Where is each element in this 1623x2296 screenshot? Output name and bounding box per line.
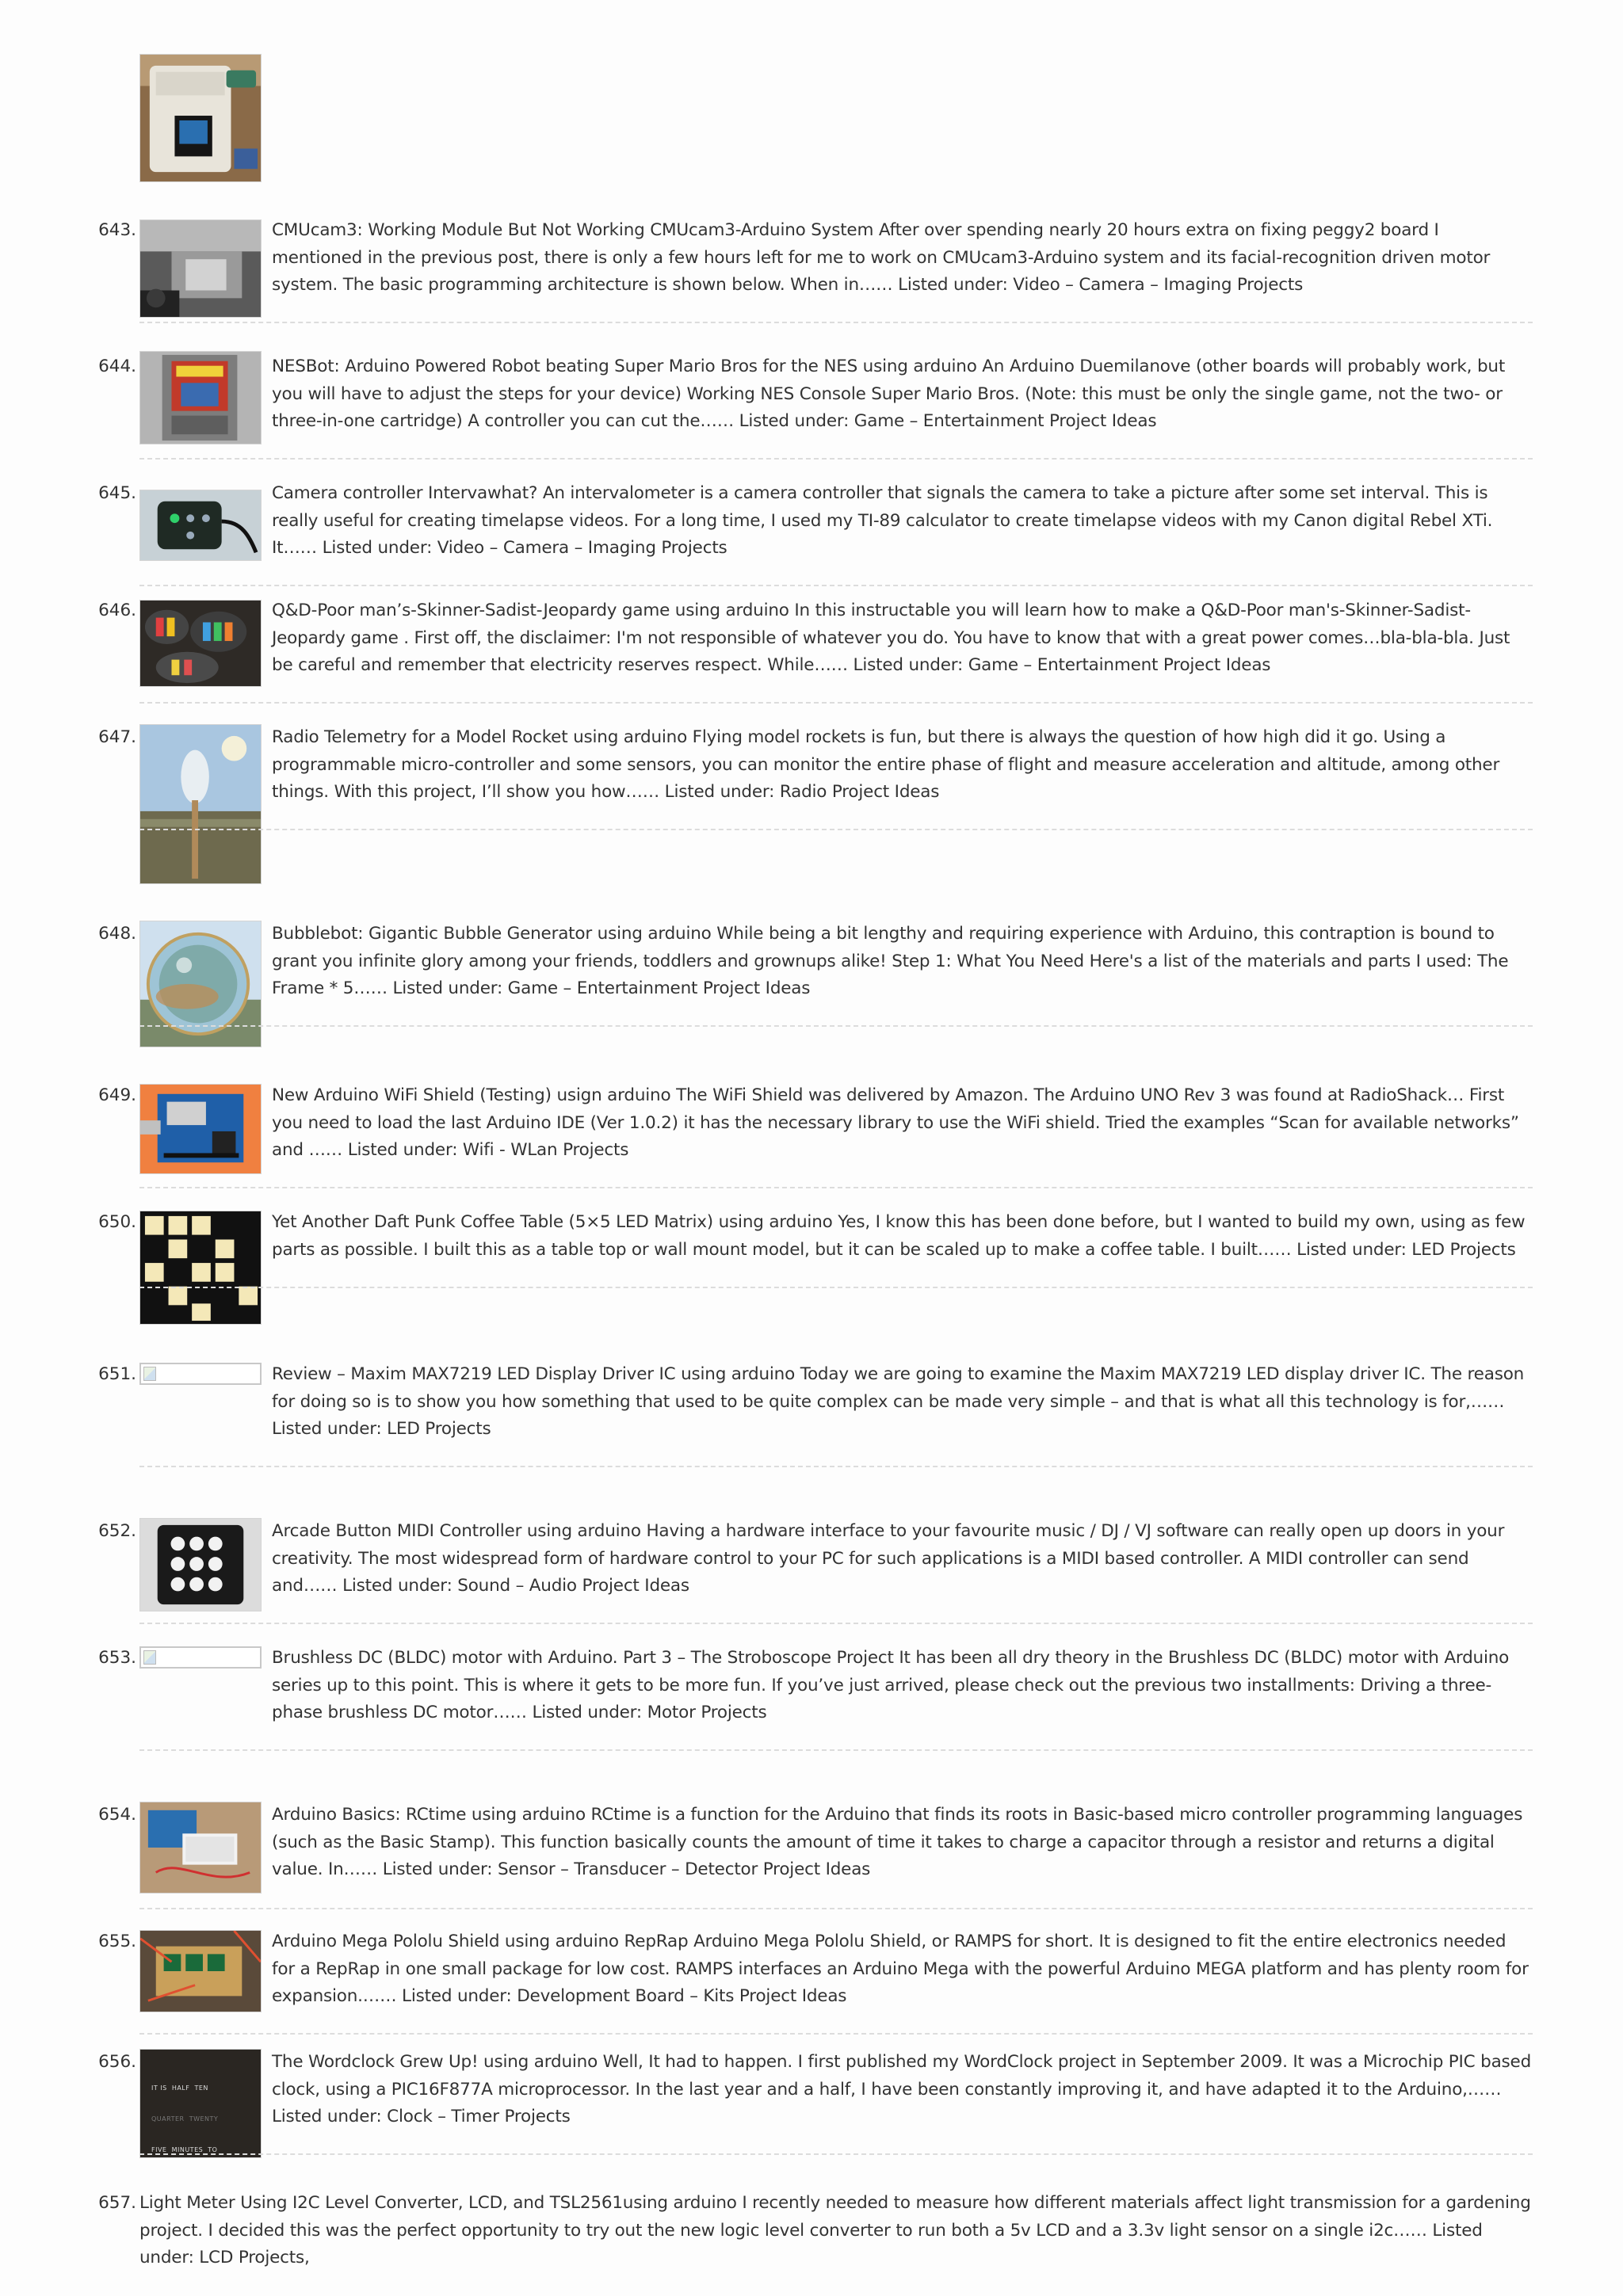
item-number: 648.	[98, 924, 136, 944]
item-number: 651.	[98, 1364, 136, 1384]
item-description[interactable]: CMUcam3: Working Module But Not Working CMUcam3-Arduino System After over spending nearly 20 hours extra on fixing peggy2 board I mentioned in the previous post, there is only a few hours left for me to work on CMUcam3-Arduino system and its facial-recognition driven motor system. The basic programming architecture is shown below. When in…… Listed under: Video – Camera – Imaging Projects	[272, 220, 1491, 295]
item-number: 644.	[98, 357, 136, 376]
buzzers-thumbnail[interactable]	[139, 600, 262, 687]
item-separator	[139, 2153, 1533, 2155]
item-separator	[139, 1187, 1533, 1188]
item-description[interactable]: Q&D-Poor man’s-Skinner-Sadist-Jeopardy game using arduino In this instructable you will learn how to make a Q&D-Poor man's-Skinner-Sadist-Jeopardy game . First off, the disclaimer: I'm not responsible of whatever you do. You have to know that with a great power comes…bla-bla-bla. Just be careful and remember that electricity reserves respect. While…… Listed under: Game – Entertainment Project Ideas	[272, 601, 1510, 675]
item-separator	[139, 1749, 1533, 1751]
wordclock-face	[151, 2062, 251, 2158]
led-matrix-thumbnail[interactable]	[139, 1211, 262, 1325]
camera-controller-thumbnail[interactable]	[139, 490, 262, 561]
item-number: 652.	[98, 1521, 136, 1541]
item-separator	[139, 585, 1533, 586]
wordclock-line: IT IS HALF TEN	[151, 2084, 208, 2092]
item-separator	[139, 1466, 1533, 1467]
item-number: 656.	[98, 2052, 136, 2072]
wifi-shield-thumbnail[interactable]	[139, 1084, 262, 1174]
wordclock-thumbnail[interactable]	[139, 2049, 262, 2158]
rocket-thumbnail[interactable]	[139, 724, 262, 884]
item-number: 643.	[98, 220, 136, 240]
item-number: 649.	[98, 1085, 136, 1105]
item-separator	[139, 322, 1533, 323]
item-number: 645.	[98, 483, 136, 503]
item-separator	[139, 1623, 1533, 1624]
midi-controller-thumbnail[interactable]	[139, 1518, 262, 1611]
pololu-shield-thumbnail[interactable]	[139, 1930, 262, 2012]
item-description[interactable]: NESBot: Arduino Powered Robot beating Super Mario Bros for the NES using arduino An Arduino Duemilanove (other boards will probably work, but you will have to adjust the steps for your device) Working NES Console Super Mario Bros. (Note: this must be only the single game, not the two- or three-in-one cartridge) A controller you can cut the…… Listed under: Game – Entertainment Project Ideas	[272, 357, 1506, 431]
item-description[interactable]: Arduino Mega Pololu Shield using arduino RepRap Arduino Mega Pololu Shield, or RAMPS for short. It is designed to fit the entire electronics needed for a RepRap in one small package for low cost. RAMPS interfaces an Arduino Mega with the powerful Arduino MEGA platform and has plenty room for expansion.…… Listed under: Development Board – Kits Project Ideas	[272, 1932, 1529, 2006]
item-description[interactable]: Light Meter Using I2C Level Converter, LCD, and TSL2561using arduino I recently needed to measure how different materials affect light transmission for a gardening project. I decided this was the perfect opportunity to try out the new logic level converter to run both a 5v LCD and a 3.3v light sensor on a single i2c…… Listed under: LCD Projects,	[139, 2193, 1531, 2267]
device-thumbnail[interactable]	[139, 54, 262, 182]
rctime-thumbnail[interactable]	[139, 1802, 262, 1894]
broken-image-icon	[139, 1363, 262, 1385]
item-separator	[139, 1908, 1533, 1909]
wordclock-line: QUARTER TWENTY	[151, 2115, 219, 2122]
item-number: 657.	[98, 2193, 136, 2213]
item-number: 653.	[98, 1648, 136, 1668]
item-separator	[139, 458, 1533, 460]
item-description[interactable]: The Wordclock Grew Up! using arduino Well, It had to happen. I first published my WordClock project in September 2009. It was a Microchip PIC based clock, using a PIC16F877A microprocessor. In the last year and a half, I have been constantly improving it, and have adapted it to the Arduino,…… Listed under: Clock – Timer Projects	[272, 2052, 1532, 2126]
broken-image-icon	[139, 1646, 262, 1669]
item-separator	[139, 829, 1533, 830]
bubble-thumbnail[interactable]	[139, 921, 262, 1047]
item-number: 646.	[98, 601, 136, 620]
item-description[interactable]: Review – Maxim MAX7219 LED Display Driver IC using arduino Today we are going to examine the Maxim MAX7219 LED display driver IC. The reason for doing so is to show you how something that used to be quite complex can be made very simple – and that is what all this technology is for,…… Listed under: LED Projects	[272, 1364, 1525, 1439]
item-description[interactable]: Bubblebot: Gigantic Bubble Generator using arduino While being a bit lengthy and requiring experience with Arduino, this contraption is bound to grant you infinite glory among your friends, toddlers and grownups alike! Step 1: What You Need Here's a list of the materials and parts I used: The Frame * 5…… Listed under: Game – Entertainment Project Ideas	[272, 924, 1509, 998]
item-separator	[139, 702, 1533, 704]
item-description[interactable]: New Arduino WiFi Shield (Testing) usign arduino The WiFi Shield was delivered by Amazon. The Arduino UNO Rev 3 was found at RadioShack… First you need to load the last Arduino IDE (Ver 1.0.2) it has the necessary library to use the WiFi shield. Tried the examples “Scan for available networks” and …… Listed under: Wifi - WLan Projects	[272, 1085, 1519, 1160]
item-description[interactable]: Yet Another Daft Punk Coffee Table (5×5 LED Matrix) using arduino Yes, I know this has been done before, but I wanted to build my own, using as few parts as possible. I built this as a table top or wall mount model, but it can be scaled up to make a coffee table. I built…… Listed under: LED Projects	[272, 1212, 1526, 1260]
item-number: 647.	[98, 727, 136, 747]
item-number: 650.	[98, 1212, 136, 1232]
item-description[interactable]: Radio Telemetry for a Model Rocket using arduino Flying model rockets is fun, but there is always the question of how high did it go. Using a programmable micro-controller and some sensors, you can monitor the entire phase of flight and measure acceleration and altitude, among other things. With this project, I’ll show you how…… Listed under: Radio Project Ideas	[272, 727, 1500, 802]
item-number: 654.	[98, 1805, 136, 1825]
item-separator	[139, 1025, 1533, 1027]
item-number: 655.	[98, 1932, 136, 1951]
item-description[interactable]: Camera controller Intervawhat? An intervalometer is a camera controller that signals the camera to take a picture after some set interval. This is really useful for creating timelapse videos. For a long time, I used my TI-89 calculator to create timelapse videos with my Canon digital Rebel XTi. It…… Listed under: Video – Camera – Imaging Projects	[272, 483, 1493, 558]
wordclock-line: FIVE MINUTES TO	[151, 2146, 218, 2153]
item-description[interactable]: Brushless DC (BLDC) motor with Arduino. Part 3 – The Stroboscope Project It has been all dry theory in the Brushless DC (BLDC) motor with Arduino series up to this point. This is where it gets to be more fun. If you’ve just arrived, please check out the previous two installments: Driving a three-phase brushless DC motor…… Listed under: Motor Projects	[272, 1648, 1510, 1722]
nes-cartridge-thumbnail[interactable]	[139, 351, 262, 444]
item-separator	[139, 2033, 1533, 2035]
item-description[interactable]: Arcade Button MIDI Controller using arduino Having a hardware interface to your favourite music / DJ / VJ software can really open up doors in your creativity. The most widespread form of hardware control to your PC for such applications is a MIDI based controller. A MIDI controller can send and…… Listed under: Sound – Audio Project Ideas	[272, 1521, 1505, 1596]
item-separator	[139, 1287, 1533, 1288]
camera-room-thumbnail[interactable]	[139, 219, 262, 318]
item-description[interactable]: Arduino Basics: RCtime using arduino RCtime is a function for the Arduino that finds its roots in Basic-based micro controller programming languages (such as the Basic Stamp). This function basically counts the amount of time it takes to charge a capacitor through a resistor and returns a digital value. In…… Listed under: Sensor – Transducer – Detector Project Ideas	[272, 1805, 1523, 1879]
